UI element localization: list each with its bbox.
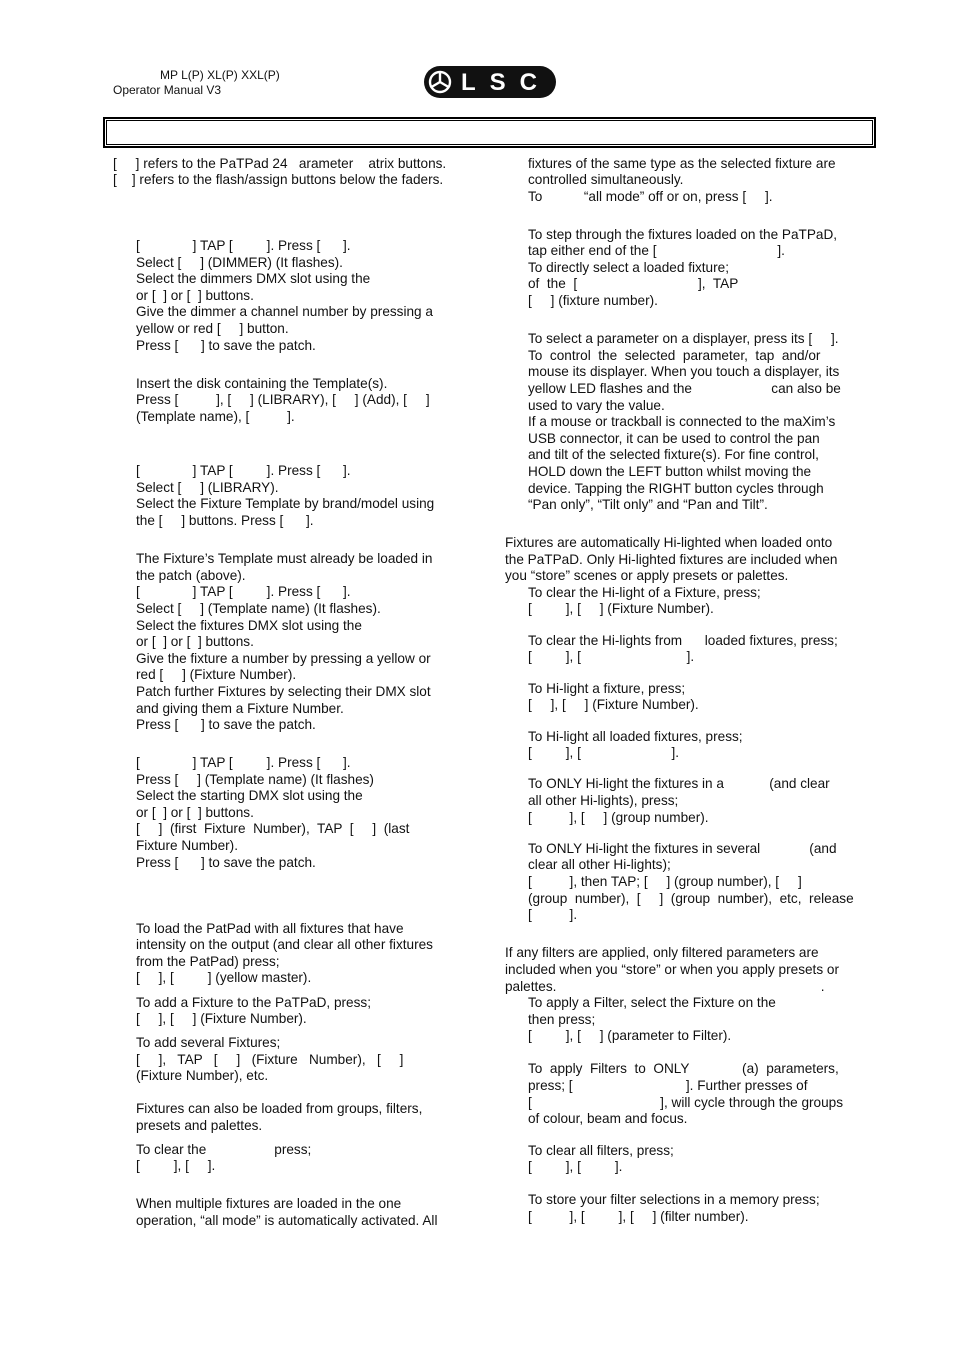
text-line: [ ], [ ] (parameter to Filter).: [528, 1028, 732, 1043]
text-line: [ ] TAP [ ]. Press [ ].: [136, 755, 351, 770]
text-line: the [ ] buttons. Press [ ].: [136, 513, 314, 528]
text-line: [ ] refers to the flash/assign buttons below the faders.: [113, 172, 444, 187]
text-line: To ONLY Hi-light the fixtures in several (and: [528, 841, 837, 856]
text-line: To ONLY Hi-light the fixtures in a (and clear: [528, 776, 830, 791]
header-model: MP L(P) XL(P) XXL(P): [160, 68, 280, 82]
text-line: To Hi-light all loaded fixtures, press;: [528, 729, 743, 744]
text-line: To clear the Hi-light of a Fixture, press;: [528, 585, 761, 600]
text-line: [ ] (first Fixture Number), TAP [ ] (last: [136, 821, 410, 836]
text-line: [ ], will cycle through the groups: [528, 1095, 844, 1110]
text-line: [ ], TAP [ ] (Fixture Number), [ ]: [136, 1052, 404, 1067]
text-line: of colour, beam and focus.: [528, 1111, 688, 1126]
text-line: and giving them a Fixture Number.: [136, 701, 344, 716]
text-line: tap either end of the [ ].: [528, 243, 785, 258]
text-line: [ ], [ ] (Fixture Number).: [528, 601, 714, 616]
text-line: press; [ ]. Further presses of: [528, 1078, 808, 1093]
text-line: To “all mode” off or on, press [ ].: [528, 189, 773, 204]
text-line: palettes. .: [505, 979, 825, 994]
text-line: [ ].: [528, 907, 578, 922]
text-line: controlled simultaneously.: [528, 172, 684, 187]
text-line: yellow LED flashes and the can also be: [528, 381, 841, 396]
text-line: [ ], then TAP; [ ] (group number), [ ]: [528, 874, 802, 889]
text-line: fixtures of the same type as the selected fixture are: [528, 156, 836, 171]
text-line: If any filters are applied, only filtered parameters are: [505, 945, 819, 960]
text-line: To add a Fixture to the PaTPaD, press;: [136, 995, 371, 1010]
text-line: Select [ ] (DIMMER) (It flashes).: [136, 255, 343, 270]
text-line: [ ], [ ] (group number).: [528, 810, 709, 825]
text-line: [ ], [ ].: [528, 1159, 623, 1174]
text-line: To apply Filters to ONLY (a) parameters,: [528, 1061, 839, 1076]
text-line: the patch (above).: [136, 568, 246, 583]
text-line: clear all other Hi-lights);: [528, 857, 671, 872]
text-line: The Fixture’s Template must already be loaded in: [136, 551, 433, 566]
text-line: presets and palettes.: [136, 1118, 263, 1133]
text-line: operation, “all mode” is automatically activated. All: [136, 1213, 438, 1228]
text-line: To directly select a loaded fixture;: [528, 260, 729, 275]
header-manual-title: Operator Manual V3: [113, 83, 222, 97]
text-line: To add several Fixtures;: [136, 1035, 281, 1050]
text-line: (Fixture Number), etc.: [136, 1068, 269, 1083]
text-line: (group number), [ ] (group number), etc, release: [528, 891, 854, 906]
text-line: Select [ ] (LIBRARY).: [136, 480, 279, 495]
text-line: [ ], [ ] (yellow master).: [136, 970, 312, 985]
text-line: the PaTPaD. Only Hi-lighted fixtures are included when: [505, 552, 838, 567]
text-line: Fixtures can also be loaded from groups, filters,: [136, 1101, 423, 1116]
text-line: To clear the press;: [136, 1142, 312, 1157]
text-line: Select [ ] (Template name) (It flashes).: [136, 601, 381, 616]
text-line: [ ] TAP [ ]. Press [ ].: [136, 238, 351, 253]
text-line: To apply a Filter, select the Fixture on the: [528, 995, 776, 1010]
text-line: [ ], [ ], [ ] (filter number).: [528, 1209, 749, 1224]
text-line: device. Tapping the RIGHT button cycles through: [528, 481, 824, 496]
text-line: mouse its displayer. When you touch a displayer, its: [528, 364, 840, 379]
text-line: To clear the Hi-lights from loaded fixtures, press;: [528, 633, 838, 648]
text-line: Select the Fixture Template by brand/model using: [136, 496, 435, 511]
text-line: “Pan only”, “Tilt only” and “Pan and Tilt”.: [528, 497, 768, 512]
text-line: To step through the fixtures loaded on the PaTPaD,: [528, 227, 838, 242]
text-line: When multiple fixtures are loaded in the one: [136, 1196, 402, 1211]
text-line: or [ ] or [ ] buttons.: [136, 288, 254, 303]
text-line: you “store” scenes or apply presets or palettes.: [505, 568, 789, 583]
text-line: To select a parameter on a displayer, press its [ ].: [528, 331, 839, 346]
text-line: used to vary the value.: [528, 398, 665, 413]
section-banner: [103, 117, 876, 148]
text-line: To store your filter selections in a memory press;: [528, 1192, 820, 1207]
text-line: red [ ] (Fixture Number).: [136, 667, 297, 682]
text-line: Patch further Fixtures by selecting their DMX slot: [136, 684, 431, 699]
text-line: then press;: [528, 1012, 596, 1027]
text-line: or [ ] or [ ] buttons.: [136, 805, 254, 820]
text-line: [ ] refers to the PaTPad 24 arameter atrix buttons.: [113, 156, 447, 171]
text-line: [ ] TAP [ ]. Press [ ].: [136, 584, 351, 599]
text-line: Press [ ], [ ] (LIBRARY), [ ] (Add), [ ]: [136, 392, 430, 407]
text-line: Select the fixtures DMX slot using the: [136, 618, 362, 633]
text-line: [ ], [ ].: [528, 649, 695, 664]
text-line: or [ ] or [ ] buttons.: [136, 634, 254, 649]
text-line: Press [ ] (Template name) (It flashes): [136, 772, 374, 787]
text-line: Insert the disk containing the Template(s).: [136, 376, 388, 391]
text-line: yellow or red [ ] button.: [136, 321, 289, 336]
text-line: Press [ ] to save the patch.: [136, 855, 316, 870]
text-line: USB connector, it can be used to control the pan: [528, 431, 820, 446]
text-line: [ ], [ ] (Fixture Number).: [528, 697, 699, 712]
lsc-logo: [423, 65, 557, 99]
text-line: [ ], [ ].: [528, 745, 680, 760]
text-line: HOLD down the LEFT button whilst moving the: [528, 464, 812, 479]
text-line: from the PatPad) press;: [136, 954, 280, 969]
text-line: [ ] (fixture number).: [528, 293, 658, 308]
text-line: [ ] TAP [ ]. Press [ ].: [136, 463, 351, 478]
text-line: Give the fixture a number by pressing a yellow or: [136, 651, 431, 666]
text-line: To load the PatPad with all fixtures that have: [136, 921, 404, 936]
text-line: To clear all filters, press;: [528, 1143, 674, 1158]
text-line: intensity on the output (and clear all other fixtures: [136, 937, 433, 952]
text-line: [ ], [ ] (Fixture Number).: [136, 1011, 307, 1026]
text-line: included when you “store” or when you apply presets or: [505, 962, 839, 977]
text-line: Press [ ] to save the patch.: [136, 717, 316, 732]
text-line: Select the dimmers DMX slot using the: [136, 271, 371, 286]
text-line: (Template name), [ ].: [136, 409, 295, 424]
text-line: Fixture Number).: [136, 838, 238, 853]
text-line: To control the selected parameter, tap and/or: [528, 348, 821, 363]
text-line: Select the starting DMX slot using the: [136, 788, 363, 803]
text-line: of the [ ], TAP: [528, 276, 739, 291]
text-line: and tilt of the selected fixture(s). For fine control,: [528, 447, 819, 462]
text-line: Give the dimmer a channel number by pressing a: [136, 304, 433, 319]
logo-wordmark: LSC: [461, 69, 551, 96]
text-line: To Hi-light a fixture, press;: [528, 681, 686, 696]
text-line: [ ], [ ].: [136, 1158, 216, 1173]
text-line: Press [ ] to save the patch.: [136, 338, 316, 353]
text-line: Fixtures are automatically Hi-lighted when loaded onto: [505, 535, 833, 550]
text-line: all other Hi-lights), press;: [528, 793, 679, 808]
text-line: If a mouse or trackball is connected to the maXim’s: [528, 414, 836, 429]
